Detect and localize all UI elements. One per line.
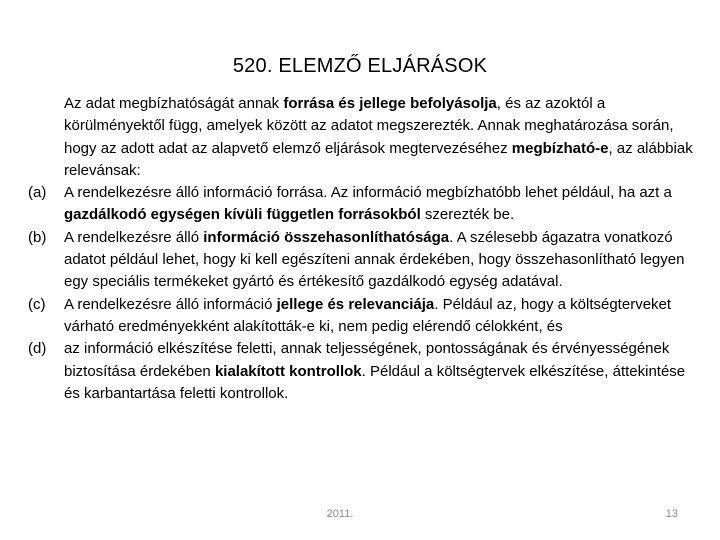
list-item-text xyxy=(64,294,698,339)
item-bold: információ összehasonlíthatósága xyxy=(203,228,450,246)
item-text-2: . Például az, hogy a költségterveket várható eredményekként alakították-e ki, nem pedig elérendő célokként, és xyxy=(64,295,672,335)
slide-number: 13 xyxy=(665,508,678,520)
list-item-text xyxy=(64,338,698,405)
item-text-1: A rendelkezésre álló információ forrása. Az információ megbízhatóbb lehet például, ha azt a xyxy=(64,184,672,202)
list-item-c xyxy=(28,294,698,339)
intro-text-2: , és az azoktól a körülményektől függ, amelyek között az adatot megszerezték. Annak meghatározása során, hogy az adott adat az alapvető elemző eljárások megtervezéséhez xyxy=(64,95,674,157)
list-item-b xyxy=(28,227,698,294)
slide-title: 520. ELEMZŐ ELJÁRÁSOK xyxy=(232,55,488,77)
intro-bold-1: forrása és jellege befolyásolja xyxy=(283,95,497,112)
list-marker: (d) xyxy=(28,340,47,358)
list-item-text xyxy=(64,182,698,227)
item-bold: gazdálkodó egységen kívüli független forrásokból xyxy=(64,206,421,224)
item-bold: kialakított kontrollok xyxy=(214,362,362,380)
item-text-1: A rendelkezésre álló információ xyxy=(64,295,277,313)
item-bold: jellege és relevanciája xyxy=(276,295,435,313)
intro-text xyxy=(64,93,698,182)
item-text-2: . A szélesebb ágazatra vonatkozó adatot például lehet, hogy ki kell egészíteni annak érdekében, hogy összehasonlítható legyen egy speciális termékeket gyártó és értékesítő gazdálkodó egység adatával. xyxy=(64,228,685,291)
intro-marker xyxy=(28,93,64,182)
footer-date: 2011. xyxy=(326,508,354,520)
item-text-2: . Például a költségtervek elkészítése, áttekintése és karbantartása feletti kontrollok. xyxy=(64,362,686,402)
list-item-d xyxy=(28,338,698,405)
item-text-1: az információ elkészítése feletti, annak teljességének, pontosságának és érvényességének biztosítása érdekében xyxy=(64,340,670,380)
item-text-2: szerezték be. xyxy=(420,206,515,224)
list-item-a xyxy=(28,182,698,227)
intro-paragraph xyxy=(28,93,698,182)
intro-text-3: , az alábbiak relevánsak: xyxy=(64,139,693,179)
list-marker: (c) xyxy=(28,295,46,313)
item-text-1: A rendelkezésre álló xyxy=(64,228,204,246)
intro-text-1: Az adat megbízhatóságát annak xyxy=(64,95,284,112)
slide-body xyxy=(28,93,698,405)
intro-bold-2: megbízható-e xyxy=(511,139,609,157)
list-item-text xyxy=(64,227,698,294)
list-marker: (b) xyxy=(28,228,47,246)
list-marker: (a) xyxy=(28,184,47,202)
